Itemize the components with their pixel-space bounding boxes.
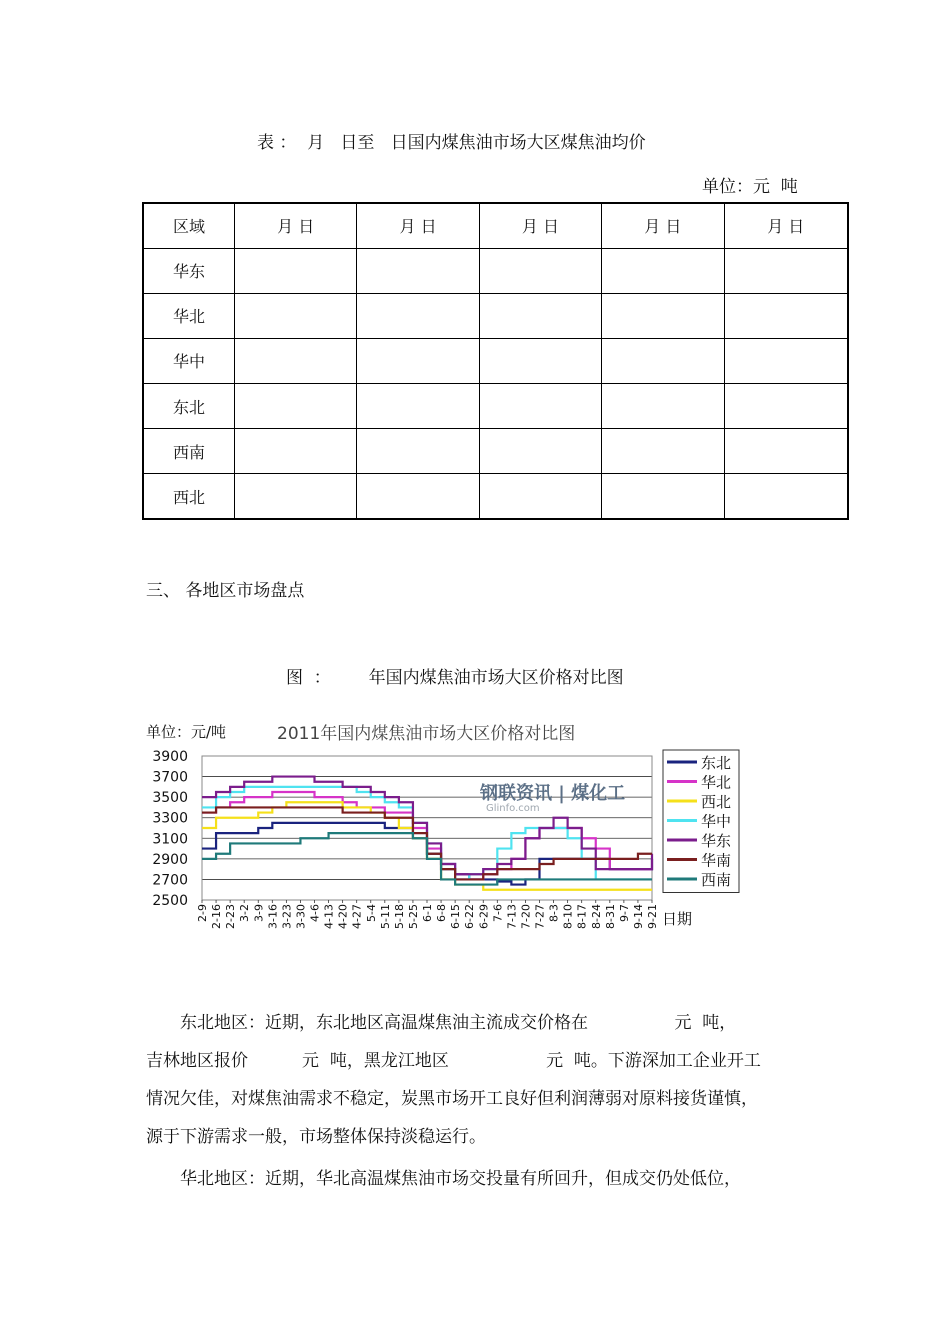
x-tick-label: 5-25 xyxy=(406,904,420,929)
value-cell xyxy=(602,384,724,429)
y-tick-label: 3100 xyxy=(152,831,188,848)
value-cell xyxy=(602,429,724,474)
value-cell xyxy=(479,293,601,338)
x-tick-label: 6-1 xyxy=(421,904,434,922)
x-tick-label: 2-16 xyxy=(210,904,224,929)
region-cell: 东北 xyxy=(143,384,235,429)
value-cell xyxy=(724,429,848,474)
x-tick-label: 3-9 xyxy=(252,904,266,922)
header-cell-date: 月 日 xyxy=(235,203,357,248)
legend-label: 华南 xyxy=(701,851,732,870)
x-tick-label: 2-23 xyxy=(224,904,238,929)
x-tick-label: 5-4 xyxy=(364,904,378,922)
x-tick-label: 7-27 xyxy=(533,904,547,929)
header-cell-date: 月 日 xyxy=(357,203,479,248)
watermark-url: Glinfo.com xyxy=(486,803,540,814)
price-line-chart xyxy=(142,740,742,960)
value-cell xyxy=(602,338,724,383)
y-tick-label: 3900 xyxy=(152,749,188,765)
value-cell xyxy=(479,429,601,474)
value-cell xyxy=(479,474,601,519)
x-tick-label: 2-9 xyxy=(196,904,209,922)
table-unit: 单位：元 吨 xyxy=(702,177,798,197)
price-table xyxy=(142,202,849,520)
figure-caption: 图 ： 年国内煤焦油市场大区价格对比图 xyxy=(286,668,624,688)
value-cell xyxy=(357,293,479,338)
value-cell xyxy=(235,338,357,383)
value-cell xyxy=(235,293,357,338)
table-row xyxy=(143,338,848,383)
y-tick-label: 3300 xyxy=(152,810,188,827)
x-tick-label: 6-8 xyxy=(435,904,449,922)
region-cell: 西南 xyxy=(143,429,235,474)
region-cell: 华中 xyxy=(143,338,235,383)
value-cell xyxy=(724,474,848,519)
x-tick-label: 7-20 xyxy=(519,904,533,929)
paragraph-line: 东北地区：近期，东北地区高温煤焦油主流成交价格在 元 吨， xyxy=(180,1013,737,1033)
x-tick-label: 9-21 xyxy=(646,904,659,929)
value-cell xyxy=(724,384,848,429)
watermark-brand: 钢联资讯 | 煤化工 xyxy=(480,783,626,804)
legend-label: 东北 xyxy=(701,754,732,772)
value-cell xyxy=(724,338,848,383)
value-cell xyxy=(724,293,848,338)
x-tick-label: 4-13 xyxy=(322,904,336,929)
header-cell-date: 月 日 xyxy=(602,203,724,248)
x-tick-label: 6-29 xyxy=(477,904,491,929)
chart-title: 2011年国内煤焦油市场大区价格对比图 xyxy=(277,724,576,744)
value-cell xyxy=(602,248,724,293)
value-cell xyxy=(357,248,479,293)
value-cell xyxy=(357,384,479,429)
legend-label: 华中 xyxy=(701,812,732,831)
value-cell xyxy=(235,384,357,429)
value-cell xyxy=(602,293,724,338)
table-row xyxy=(143,474,848,519)
table-row xyxy=(143,429,848,474)
legend-label: 华北 xyxy=(701,773,732,792)
value-cell xyxy=(602,474,724,519)
region-cell: 华东 xyxy=(143,248,235,293)
value-cell xyxy=(357,474,479,519)
x-tick-label: 8-10 xyxy=(561,904,575,929)
x-tick-label: 8-3 xyxy=(547,904,561,922)
x-axis-label: 日期 xyxy=(662,910,693,928)
value-cell xyxy=(479,338,601,383)
paragraph-northeast xyxy=(146,1004,810,1156)
x-tick-label: 3-2 xyxy=(238,904,252,922)
value-cell xyxy=(479,248,601,293)
value-cell xyxy=(479,384,601,429)
x-tick-label: 7-13 xyxy=(505,904,519,929)
header-cell-region: 区域 xyxy=(143,203,235,248)
region-cell: 华北 xyxy=(143,293,235,338)
x-tick-label: 3-16 xyxy=(266,904,280,929)
x-tick-label: 5-18 xyxy=(392,904,406,929)
paragraph-line: 源于下游需求一般，市场整体保持淡稳运行。 xyxy=(146,1127,486,1147)
x-tick-label: 8-17 xyxy=(575,904,589,929)
x-tick-label: 9-7 xyxy=(617,904,631,922)
section-heading: 三、 各地区市场盘点 xyxy=(146,581,305,601)
value-cell xyxy=(235,474,357,519)
x-tick-label: 4-6 xyxy=(308,904,322,922)
x-tick-label: 5-11 xyxy=(378,904,392,929)
y-tick-label: 2500 xyxy=(152,893,188,909)
header-cell-date: 月 日 xyxy=(479,203,601,248)
value-cell xyxy=(235,429,357,474)
x-tick-label: 6-22 xyxy=(463,904,477,929)
x-tick-label: 3-30 xyxy=(294,904,308,929)
y-tick-label: 2900 xyxy=(152,851,188,868)
chart-legend xyxy=(663,750,739,893)
value-cell xyxy=(724,248,848,293)
table-row xyxy=(143,293,848,338)
y-tick-label: 2700 xyxy=(152,872,188,889)
legend-label: 西南 xyxy=(701,871,732,889)
paragraph-line: 情况欠佳，对煤焦油需求不稳定，炭黑市场开工良好但利润薄弱对原料接货谨慎， xyxy=(146,1089,758,1109)
x-tick-label: 7-6 xyxy=(491,904,505,922)
x-tick-label: 4-20 xyxy=(336,904,350,929)
region-cell: 西北 xyxy=(143,474,235,519)
table-caption: 表 ： 月 日至 日国内煤焦油市场大区煤焦油均价 xyxy=(257,133,646,153)
table-header-row xyxy=(143,203,848,248)
x-tick-label: 9-14 xyxy=(631,904,645,929)
y-tick-label: 3700 xyxy=(152,769,188,786)
paragraph-line: 吉林地区报价 元 吨，黑龙江地区 元 吨。下游深加工企业开工 xyxy=(146,1051,761,1071)
x-tick-label: 3-23 xyxy=(280,904,294,929)
paragraph-north xyxy=(146,1160,810,1198)
y-tick-label: 3500 xyxy=(152,790,188,807)
header-cell-date: 月 日 xyxy=(724,203,848,248)
paragraph-line: 华北地区：近期，华北高温煤焦油市场交投量有所回升，但成交仍处低位， xyxy=(180,1169,741,1189)
x-tick-label: 8-24 xyxy=(589,904,603,929)
legend-label: 西北 xyxy=(701,793,732,811)
table-row xyxy=(143,384,848,429)
x-tick-label: 6-15 xyxy=(449,904,463,929)
table-row xyxy=(143,248,848,293)
chart-unit-label: 单位：元/吨 xyxy=(146,723,227,741)
legend-label: 华东 xyxy=(701,832,732,850)
value-cell xyxy=(357,429,479,474)
x-tick-label: 8-31 xyxy=(603,904,617,929)
value-cell xyxy=(357,338,479,383)
value-cell xyxy=(235,248,357,293)
x-tick-label: 4-27 xyxy=(350,904,364,929)
